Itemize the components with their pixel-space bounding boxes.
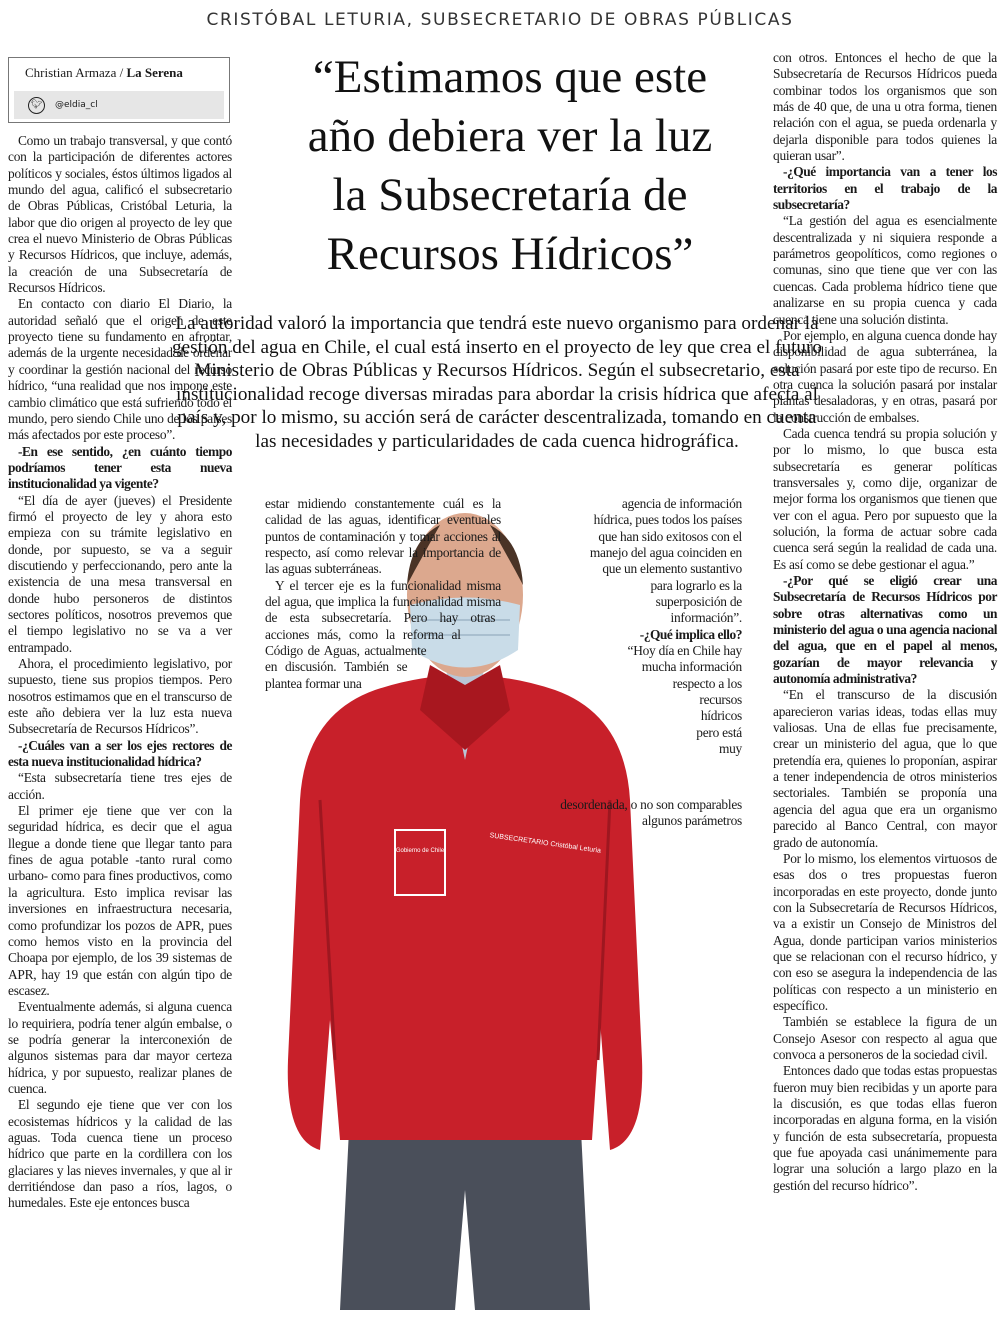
article-paragraph: El primer eje tiene que ver con la seguridad hídrica, es decir que el agua llegue a donde tiene que llegar tanto para fines de agua potable -tanto rural como urbano- como para fines productivos, como la agricultura. Esto implica revisar las inversiones en infraestructura necesaria, como profundizar los pozos de APR, pues como hemos visto en la provincia del Choapa por ejemplo, de los 39 sistemas de APR, hay 19 que están con algún tipo de escasez. xyxy=(8,803,232,998)
interview-question: -En ese sentido, ¿en cuánto tiempo podríamos tener esta nueva institucionalidad ya vigente? xyxy=(8,443,232,492)
column-right xyxy=(773,50,997,1194)
article-paragraph: “Esta subsecretaría tiene tres ejes de acción. xyxy=(8,770,232,802)
interview-question: -¿Qué implica ello? xyxy=(639,626,742,642)
article-paragraph: Entonces dado que todas estas propuestas fueron muy bien recibidas y un aporte para la discusión, es que todas ellas fueron incorporadas en alguna forma, en la visión y función de esta subsecretaría, propuesta que fue apoyada casi unánimemente para lograr una solución a largo plazo en la gestión del recurso hídrico”. xyxy=(773,1063,997,1193)
headline xyxy=(245,48,775,284)
byline-location: La Serena xyxy=(126,65,183,80)
kicker: CRISTÓBAL LETURIA, SUBSECRETARIO DE OBRAS PÚBLICAS xyxy=(206,10,794,30)
headline-line: la Subsecretaría de xyxy=(332,169,688,221)
article-paragraph: Ahora, el procedimiento legislativo, por supuesto, tiene sus propios tiempos. Pero nosotros estimamos que en el transcurso de este año debiera ver la luz esta nueva Subsecretaría de Recursos Hídricos”. xyxy=(8,656,232,737)
badge-text: Gobierno de Chile xyxy=(395,848,445,854)
interview-question: -¿Qué importancia van a tener los territorios en el trabajo de la subsecretaría? xyxy=(773,164,997,213)
jacket-text: SUBSECRETARIO Cristóbal Leturia xyxy=(489,832,602,855)
article-paragraph: El segundo eje tiene que ver con los ecosistemas hídricos y la calidad de las aguas. Toda cuenca tiene un proceso hídrico que parte en la cordillera con los glaciares y las nieves invernales, y que al ir derritiéndose dan paso a ríos, lagos, o humedales. Este eje entonces busca xyxy=(8,1097,232,1211)
lead-paragraph: La autoridad valoró la importancia que tendrá este nuevo organismo para ordenar la gestión del agua en Chile, el cual está inserto en el proyecto de ley que crea el futuro Ministerio de Obras Públicas y Recursos Hídricos. Según el subsecretario, esta institucionalidad recoge diversas miradas para abordar la crisis hídrica que afecta al país y, por lo mismo, su acción será de carácter descentralizada, tomando en cuenta las necesidades y particularidades de cada cuenca hidrográfica. xyxy=(172,313,822,452)
article-paragraph: Por ejemplo, en alguna cuenca donde hay disponibilidad de agua subterránea, la solución pasará por este tipo de recurso. En otra cuenca la solución pasará por instalar plantas desaladoras, y en otras, pasará por la construcción de embalses. xyxy=(773,327,997,425)
twitter-icon: 🐦︎ xyxy=(28,97,45,114)
twitter-handle[interactable] xyxy=(14,91,224,119)
article-paragraph: “En el transcurso de la discusión aparecieron varias ideas, todas ellas muy valiosas. Una de ellas fue precisamente, crear un ministerio del agua, que lo que pretendía era, quienes lo proponían, aspirar a tener independencia de otros ministerios sectoriales. También se proponía una agencia del agua que era un organismo parecido al Banco Central, con mayor grado de autonomía. xyxy=(773,687,997,850)
gobierno-badge xyxy=(395,830,445,895)
column-middle-right xyxy=(560,496,742,828)
article-paragraph: agencia de información hídrica, pues todos los países que han sido exitosos con el manejo del agua coinciden en que un elemento sustantivo para lograrlo es la superposición de información”. xyxy=(589,496,742,626)
article-paragraph: “El día de ayer (jueves) el Presidente firmó el proyecto de ley y ahora esto empieza con su trámite legislativo en donde, por supuesto, se va a seguir discutiendo y perfeccionando, pero ante la existencia de una mesa transversal en donde hubo personeros de distintos sectores políticos, nosotros prevemos que el tiempo legislativo no se va a ver entrampado. xyxy=(8,492,232,655)
article-paragraph: “Hoy día en Chile hay mucha información respecto a los recursos hídricos pero está muy desordenada, o no son comparables algunos parámetros xyxy=(560,643,742,828)
article-paragraph: estar midiendo constantemente cuál es la calidad de las aguas, identificar eventuales puntos de contaminación y tomar acciones al respecto, así como relevar la importancia de las aguas subterráneas. xyxy=(265,496,501,577)
article-paragraph: En contacto con diario El Diario, la autoridad señaló que el origen de este proyecto tiene su fundamento en afrontar, además de la urgente necesidad de ordenar y coordinar la gestión nacional del recurso hídrico, “una realidad que nos impone este cambio climático que está sufriendo todo el mundo, pero siendo Chile uno de los países más afectados por este proceso”. xyxy=(8,296,232,443)
twitter-handle-text: @eldia_cl xyxy=(55,100,98,110)
article-paragraph: Eventualmente además, si alguna cuenca lo requiriera, podría tener algún embalse, o se podría generar la interconexión de algunos sistemas para dar mayor certeza hídrica, y por supuesto, realizar planes de cuenca. xyxy=(8,999,232,1096)
article-paragraph: También se establece la figura de un Consejo Asesor con respecto al agua que convoca a personeros de la sociedad civil. xyxy=(773,1014,997,1062)
interview-question: -¿Por qué se eligió crear una Subsecretaría de Recursos Hídricos por sobre otras alternativas como un ministerio del agua o una agencia nacional del agua, que en el papel al menos, gozarían de mayor relevancia y autonomía administrativa? xyxy=(773,573,997,687)
headline-line: Recursos Hídricos” xyxy=(326,228,694,280)
headline-line: año debiera ver la luz xyxy=(307,110,713,162)
article-paragraph: Por lo mismo, los elementos virtuosos de esas dos o tres propuestas fueron incorporadas en este proyecto, donde junto con la Subsecretaría de Recursos Hídricos, va a existir un Consejo de Ministros del Agua, donde participan varios ministerios que se relacionan con el recurso hídrico, y con eso se asegura la independencia de las políticas con respecto a un ministerio en específico. xyxy=(773,850,997,1013)
column-middle-left xyxy=(265,496,501,796)
byline-box xyxy=(8,57,230,123)
interview-question: -¿Cuáles van a ser los ejes rectores de esta nueva institucionalidad hídrica? xyxy=(8,737,232,770)
article-paragraph: Cada cuenca tendrá su propia solución y por lo mismo, lo que busca esta subsecretaría es generar políticas transversales y, como dije, organizar de mejor forma los organismos que tienen que ver con el agua. Pero por supuesto que la solución, la forma de actuar sobre cada cuenca será según la realidad de cada una. Es así como se debe gestionar el agua.” xyxy=(773,425,997,572)
column-left xyxy=(8,133,232,1212)
byline-author xyxy=(9,58,229,87)
article-paragraph: “La gestión del agua es esencialmente descentralizada y ni siquiera responde a parámetros geopolíticos, como regiones o comunas, sino que tiene que ver con las cuencas. Cada problema hídrico tiene que analizarse en su propia cuenca y cada cuenca tiene una solución distinta. xyxy=(773,213,997,327)
article-paragraph: Y el tercer eje es la funcionalidad misma del agua, que implica la funcionalidad misma de esta subsecretaría. Pero hay otras acciones más, como la reforma al Código de Aguas, actualmente en discusión. También se plantea formar una xyxy=(265,577,501,691)
headline-line: “Estimamos que este xyxy=(312,51,708,103)
author-name: Christian Armaza / xyxy=(25,65,124,80)
article-paragraph: Como un trabajo transversal, y que contó con la participación de diferentes actores políticos y sociales, éstos últimos ligados al mundo del agua, calificó el subsecretario de Obras Públicas, Cristóbal Leturia, la labor que dio origen al proyecto de ley que crea el nuevo Ministerio de Obras Públicas y Recursos Hídricos, que incluye, además, la creación de una Subsecretaría de Recursos Hídricos. xyxy=(8,133,232,296)
article-paragraph: con otros. Entonces el hecho de que la Subsecretaría de Recursos Hídricos pueda combinar todos los organismos que son más de 40 que, de una u otra forma, tienen relación con el agua, se pueda ordenarla y dejarla disponible para todos quienes la quieran usar”. xyxy=(773,50,997,164)
